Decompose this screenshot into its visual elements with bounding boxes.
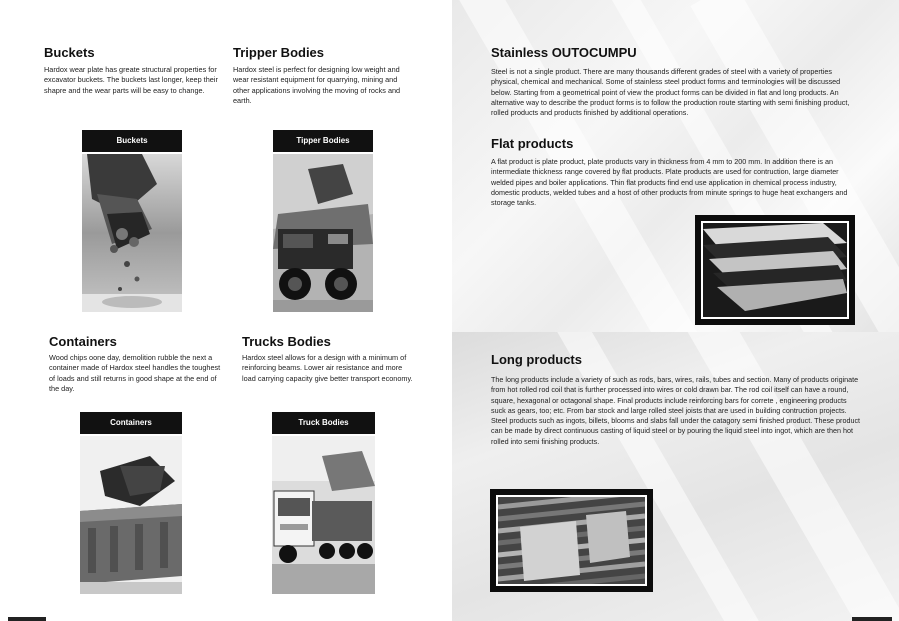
trucks-body: Hardox steel allows for a design with a minimum of reinforcing beams. Lower air resistance and more load carrying capacity give better transport economy. (242, 353, 413, 383)
containers-card-label: Containers (80, 412, 182, 434)
containers-body: Wood chips oone day, demolition rubble the next a container made of Hardox steel handles the toughest of loads and still returns in good shape at the end of the day. (49, 353, 221, 394)
long-products-photo (490, 489, 653, 592)
containers-title: Containers (49, 334, 117, 349)
buckets-body: Hardox wear plate has greate structural properties for excavator buckets. The buckets last longer, keep their shapre and the wear parts will be easy to change. (44, 65, 218, 95)
trucks-title: Trucks Bodies (242, 334, 331, 349)
containers-card (80, 412, 182, 594)
truck-image (272, 436, 375, 594)
stainless-title: Stainless OUTOCUMPU (491, 45, 637, 60)
steel-rods-image (498, 497, 645, 584)
mining-truck-image (273, 154, 373, 312)
buckets-title: Buckets (44, 45, 95, 60)
buckets-photo (82, 154, 182, 312)
page-marker-right (852, 617, 892, 621)
truck-photo (272, 436, 375, 594)
steel-plates-image (703, 223, 847, 317)
long-body: The long products include a variety of such as rods, bars, wires, rails, tubes and section. Many of products originate from hot rolled rod coil that is further processed into wires or cold drawn bar. The rod coil itself can have a round, square, hexagonal or octagonal shape. Final products include reinforcing bars for correte , engineering products suck as gears, too; etc. From bar stock and large rolled steel joists that are used in building contruction projects. Steel products such as ingots, billets, blooms and slabs fall under the catagory semi finished product. These product can be made by direct continuous casting of liquid steel or by pouring the liquid steel into ingot, which are then hot rolled into semi finishing products. (491, 375, 861, 446)
truck-card (272, 412, 375, 594)
tipper-photo (273, 154, 373, 312)
flat-products-photo (695, 215, 855, 325)
flat-body: A flat product is plate product, plate products vary in thickness from 4 mm to 200 mm. In addition there is an intermediate thickness range covered by flat products. Plate products are used for contruction, large diameter welded pipes and boiler applications. Thin flat products find end use application in chemical process industry, domestic products, welded tubes and a host of other products from minute springs to huge heat exchangers and storage tanks. (491, 157, 848, 208)
page-marker-left (8, 617, 46, 621)
container-image (80, 436, 182, 594)
tipper-title: Tripper Bodies (233, 45, 325, 60)
truck-card-label: Truck Bodies (272, 412, 375, 434)
stainless-body: Steel is not a single product. There are many thousands different grades of steel with a variety of properties physical, chemical and mechanical. Some of stainless steel product forms and terminologies will be discussed below. Starting from a geometrical point of view the product forms can be divided in flat and long products. An alternative way to describe the product forms is to follow the production route starting with semi finishing product, rolled products and products finished by additional operations. (491, 67, 850, 118)
buckets-card (82, 130, 182, 312)
long-title: Long products (491, 352, 582, 367)
tipper-card (273, 130, 373, 312)
buckets-card-label: Buckets (82, 130, 182, 152)
excavator-bucket-image (82, 154, 182, 312)
tipper-body: Hardox steel is perfect for designing low weight and wear resistant equipment for quarrying, mining and other applications involving the moving of rocks and earth. (233, 65, 401, 106)
containers-photo (80, 436, 182, 594)
flat-title: Flat products (491, 136, 574, 151)
tipper-card-label: Tipper Bodies (273, 130, 373, 152)
